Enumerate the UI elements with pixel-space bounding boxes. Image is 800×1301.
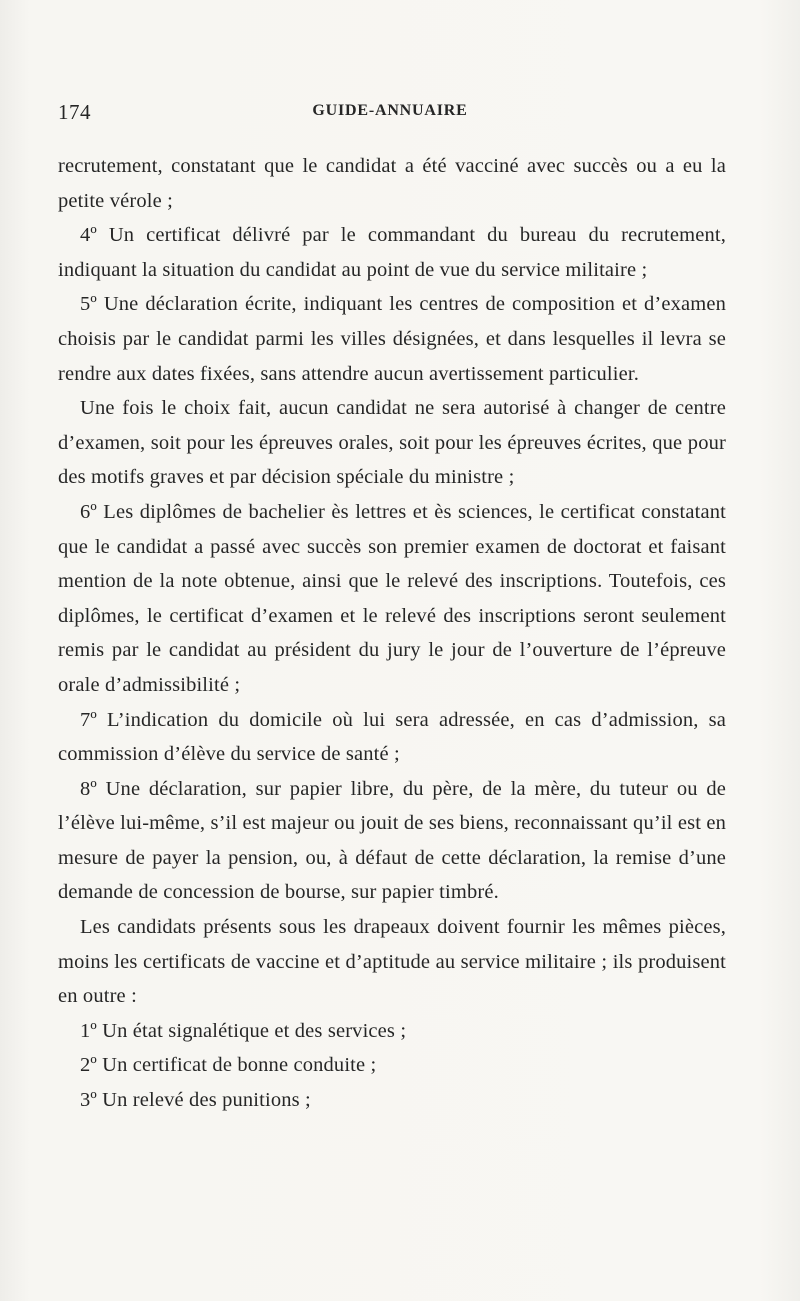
paragraph: recrutement, constatant que le candidat a été vacciné avec succès ou a eu la petite vérole ;	[58, 155, 726, 212]
list-item: 1º Un état signalétique et des services ;	[80, 1019, 407, 1042]
page-number: 174	[58, 100, 91, 124]
page-header	[58, 100, 722, 130]
paragraph: Une fois le choix fait, aucun candidat ne sera autorisé à changer de centre d’examen, soit pour les épreuves orales, soit pour les épreuves écrites, que pour des motifs graves et par décision spéciale du ministre ;	[58, 397, 726, 489]
paragraph: Les candidats présents sous les drapeaux doivent fournir les mêmes pièces, moins les certificats de vaccine et d’aptitude au service militaire ; ils produisent en outre :	[58, 916, 726, 1008]
list-item: 3º Un relevé des punitions ;	[80, 1089, 311, 1112]
paragraph: 8º Une déclaration, sur papier libre, du père, de la mère, du tuteur ou de l’élève lui-même, s’il est majeur ou jouit de ses biens, reconnaissant qu’il est en mesure de payer la pension, ou, à défaut de cette déclaration, la remise d’une demande de concession de bourse, sur papier timbré.	[58, 777, 726, 904]
paragraph: 5º Une déclaration écrite, indiquant les centres de composition et d’examen choisis par le candidat parmi les villes désignées, et dans lesquelles il levra se rendre aux dates fixées, sans attendre aucun avertissement particulier.	[58, 293, 726, 385]
paragraph: 4º Un certificat délivré par le commandant du bureau du recrutement, indiquant la situation du candidat au point de vue du service militaire ;	[58, 224, 726, 281]
paragraph: 7º L’indication du domicile où lui sera adressée, en cas d’admission, sa commission d’élève du service de santé ;	[58, 708, 726, 766]
paragraph: 6º Les diplômes de bachelier ès lettres et ès sciences, le certificat constatant que le candidat a passé avec succès son premier examen de doctorat et faisant mention de la note obtenue, ainsi que le relevé des inscriptions. Toutefois, ces diplômes, le certificat d’examen et le relevé des inscriptions seront seulement remis par le candidat au président du jury le jour de l’ouverture de l’épreuve orale d’admissibilité ;	[58, 500, 726, 696]
body-text	[58, 149, 726, 1118]
list-item: 2º Un certificat de bonne conduite ;	[80, 1054, 377, 1077]
running-title: GUIDE-ANNUAIRE	[312, 102, 468, 119]
